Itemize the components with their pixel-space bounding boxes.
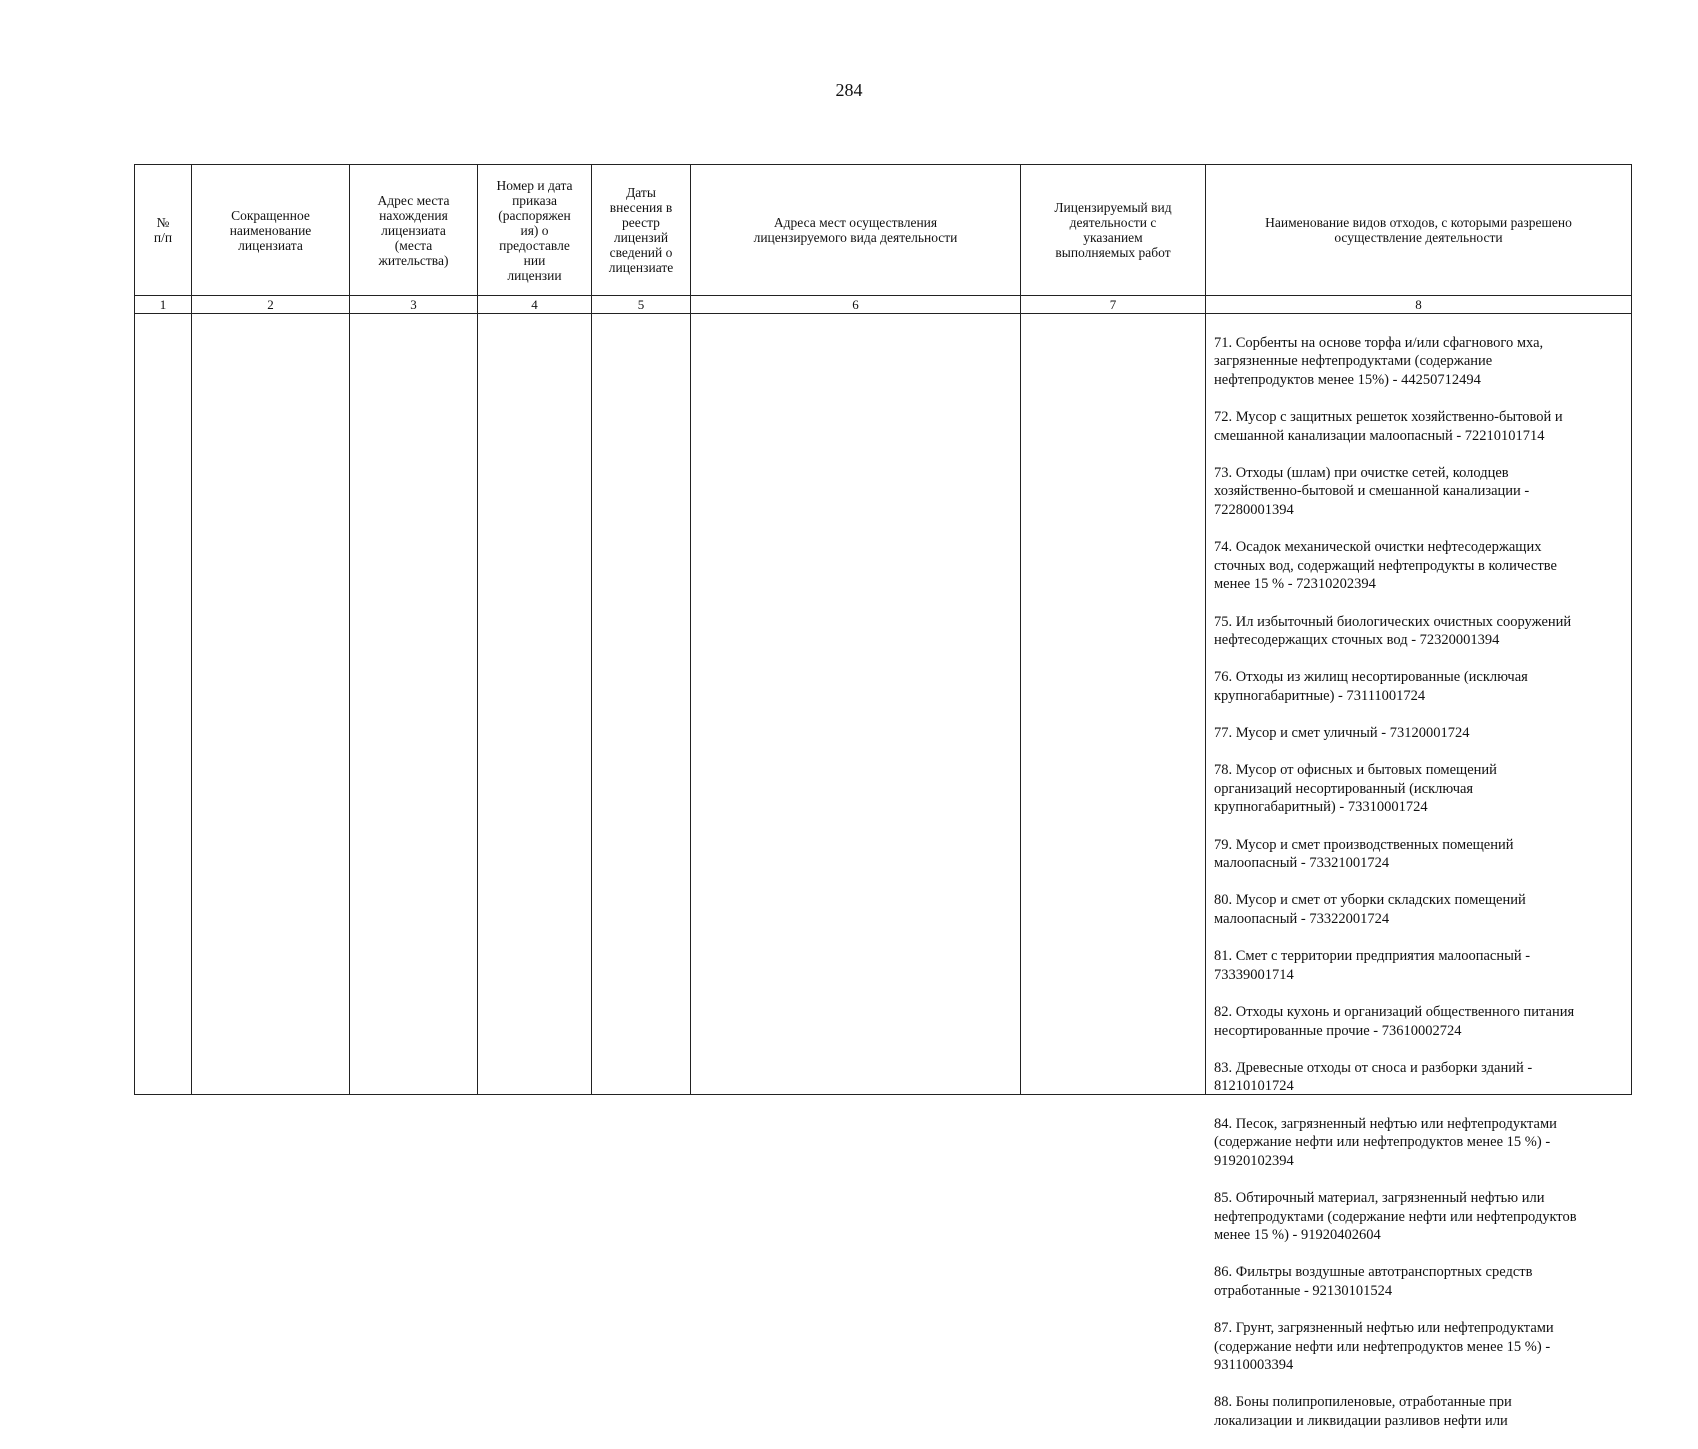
header-col-licensee-address: Адрес места нахождения лицензиата (места жительства) <box>350 165 478 296</box>
cell-licensee-name <box>192 314 350 1095</box>
column-number: 4 <box>478 296 592 314</box>
list-item: 87. Грунт, загрязненный нефтью или нефтепродуктами (содержание нефти или нефтепродуктов менее 15 %) - 93110003394 <box>1214 1320 1554 1374</box>
cell-licensee-address <box>350 314 478 1095</box>
column-number: 7 <box>1021 296 1206 314</box>
header-col-registry-dates: Даты внесения в реестр лицензий сведений о лицензиате <box>592 165 691 296</box>
list-item: 84. Песок, загрязненный нефтью или нефтепродуктами (содержание нефти или нефтепродуктов менее 15 %) - 91920102394 <box>1214 1115 1557 1169</box>
column-number-row <box>135 296 1632 314</box>
header-col-licensed-activity: Лицензируемый вид деятельности с указанием выполняемых работ <box>1021 165 1206 296</box>
list-item: 81. Смет с территории предприятия малоопасный - 73339001714 <box>1214 948 1531 983</box>
list-item: 79. Мусор и смет производственных помещений малоопасный - 73321001724 <box>1214 836 1514 872</box>
header-col-number: № п/п <box>135 165 192 296</box>
column-number: 1 <box>135 296 192 314</box>
list-item: 88. Боны полипропиленовые, отработанные при локализации и ликвидации разливов нефти или <box>1214 1394 1512 1430</box>
list-item: 76. Отходы из жилищ несортированные (исключая крупногабаритные) - 73111001724 <box>1214 669 1528 704</box>
list-item: 75. Ил избыточный биологических очистных сооружений нефтесодержащих сточных вод - 72320001394 <box>1214 613 1572 649</box>
column-number: 6 <box>691 296 1021 314</box>
list-item: 78. Мусор от офисных и бытовых помещений организаций несортированный (исключая крупногабаритный) - 73310001724 <box>1214 762 1497 816</box>
table-row <box>135 314 1632 1095</box>
cell-waste-types <box>1206 314 1632 1430</box>
column-number: 8 <box>1206 296 1632 314</box>
list-item: 73. Отходы (шлам) при очистке сетей, колодцев хозяйственно-бытовой и смешанной канализации - 72280001394 <box>1214 464 1530 518</box>
list-item: 82. Отходы кухонь и организаций общественного питания несортированные прочие - 73610002724 <box>1214 1003 1575 1039</box>
license-registry-table-container <box>134 164 1632 1430</box>
cell-order-number-date <box>478 314 592 1095</box>
header-row <box>135 165 1632 296</box>
column-number: 3 <box>350 296 478 314</box>
list-item: 74. Осадок механической очистки нефтесодержащих сточных вод, содержащий нефтепродукты в количестве менее 15 % - 72310202394 <box>1214 539 1557 593</box>
column-number: 5 <box>592 296 691 314</box>
list-item: 80. Мусор и смет от уборки складских помещений малоопасный - 73322001724 <box>1214 892 1526 927</box>
header-col-order-number-date: Номер и дата приказа (распоряжен ия) о предоставле нии лицензии <box>478 165 592 296</box>
header-col-activity-addresses: Адреса мест осуществления лицензируемого вида деятельности <box>691 165 1021 296</box>
cell-licensed-activity <box>1021 314 1206 1095</box>
list-item: 85. Обтирочный материал, загрязненный нефтью или нефтепродуктами (содержание нефти или нефтепродуктов менее 15 %) - 91920402604 <box>1214 1189 1577 1244</box>
header-col-waste-types: Наименование видов отходов, с которыми разрешено осуществление деятельности <box>1206 165 1632 296</box>
column-number: 2 <box>192 296 350 314</box>
header-col-licensee-name: Сокращенное наименование лицензиата <box>192 165 350 296</box>
list-item: 83. Древесные отходы от сноса и разборки зданий - 81210101724 <box>1214 1059 1533 1095</box>
list-item: 71. Сорбенты на основе торфа и/или сфагнового мха, загрязненные нефтепродуктами (содержание нефтепродуктов менее 15%) - 44250712494 <box>1214 334 1544 388</box>
cell-number <box>135 314 192 1095</box>
license-registry-table <box>134 164 1632 1430</box>
page-number: 284 <box>835 80 863 100</box>
cell-activity-addresses <box>691 314 1021 1095</box>
list-item: 86. Фильтры воздушные автотранспортных средств отработанные - 92130101524 <box>1214 1264 1533 1299</box>
cell-registry-dates <box>592 314 691 1095</box>
list-item: 72. Мусор с защитных решеток хозяйственно-бытовой и смешанной канализации малоопасный - 72210101714 <box>1214 408 1563 444</box>
waste-types-list <box>1214 315 1627 1430</box>
list-item: 77. Мусор и смет уличный - 73120001724 <box>1214 725 1470 742</box>
